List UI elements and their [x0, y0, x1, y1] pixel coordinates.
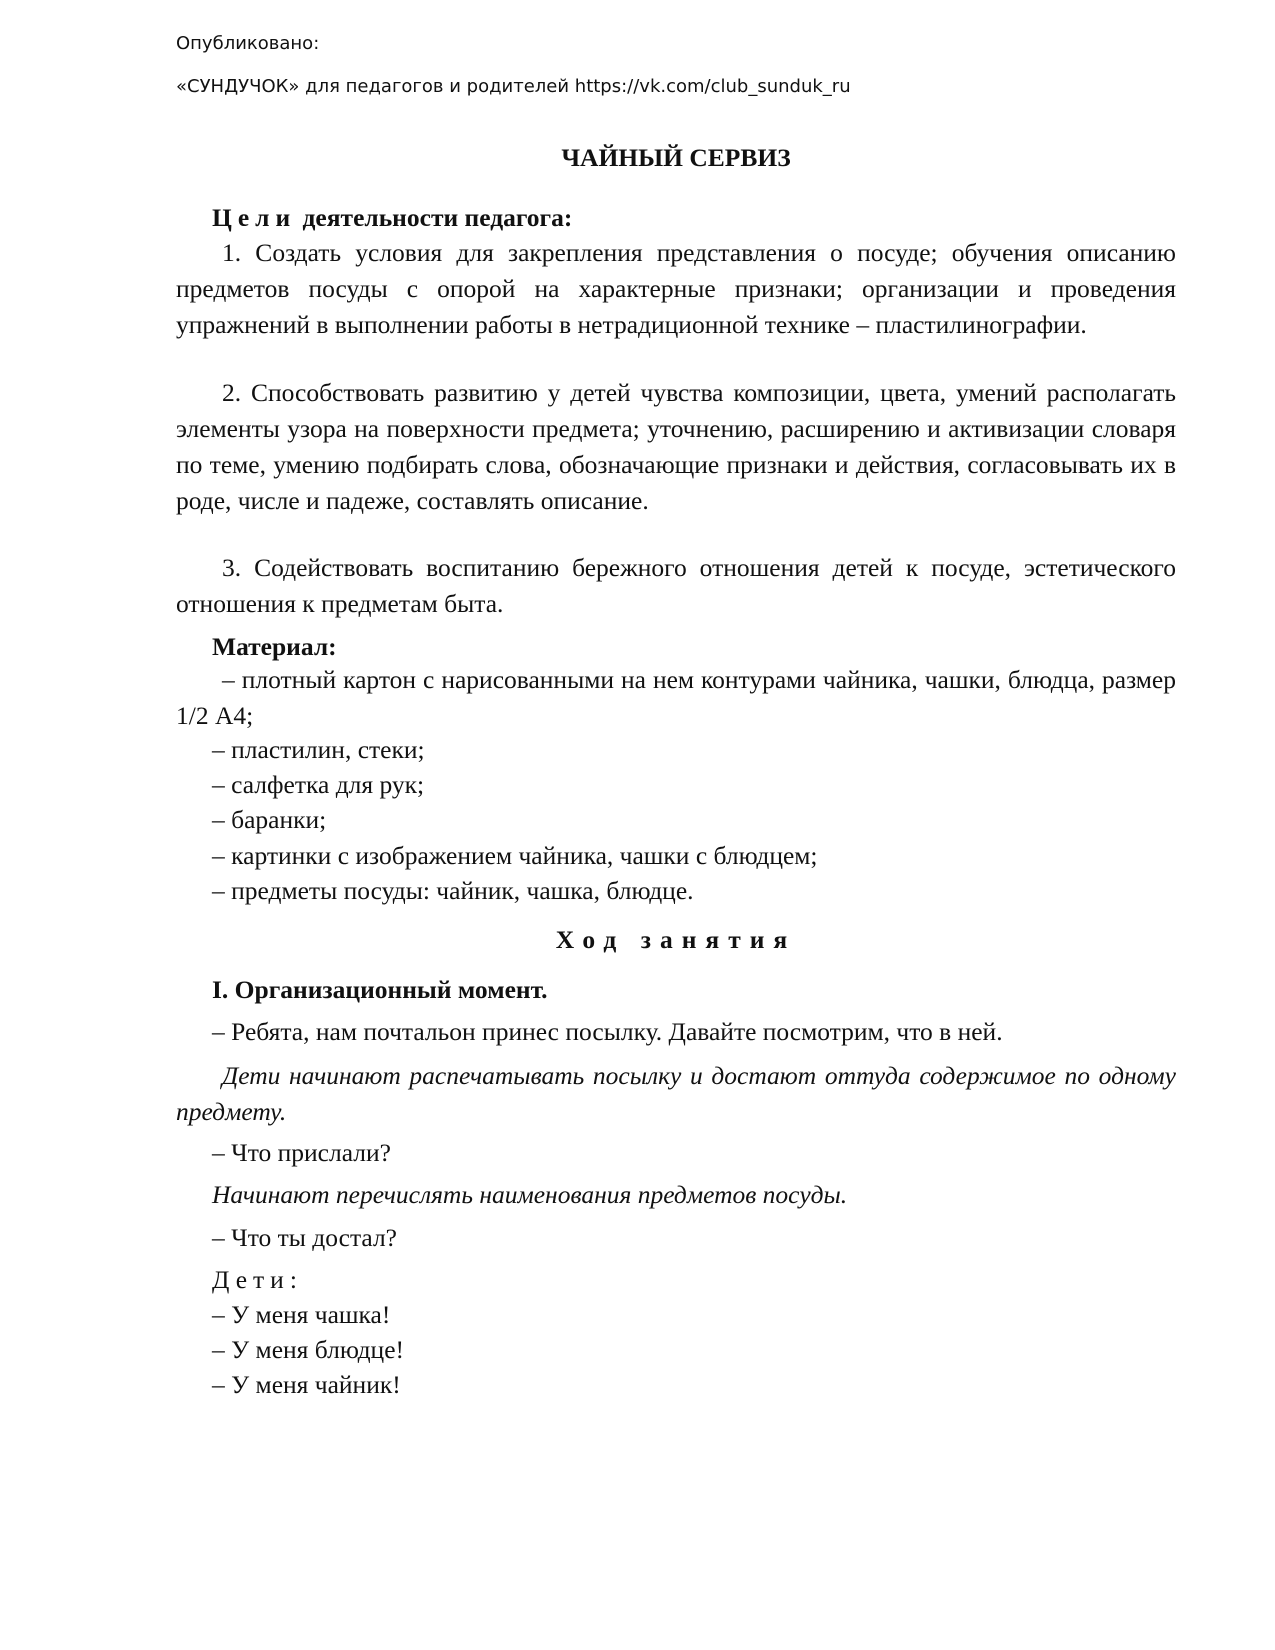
children-line-1: – У меня чашка! — [212, 1300, 391, 1329]
materials-item-3: – салфетка для рук; — [212, 770, 425, 799]
dialogue-line-2: – Что прислали? — [212, 1138, 391, 1167]
dialogue-line-1: – Ребята, нам почтальон принес посылку. Давайте посмотрим, что в ней. — [212, 1017, 1003, 1046]
materials-item-4: – баранки; — [212, 805, 327, 834]
materials-item-6: – предметы посуды: чайник, чашка, блюдце. — [212, 876, 694, 905]
dialogue-line-3: – Что ты достал? — [212, 1223, 397, 1252]
children-line-3: – У меня чайник! — [212, 1370, 401, 1399]
goals-heading-spaced: Цели — [212, 203, 297, 232]
materials-item-5: – картинки с изображением чайника, чашки с блюдцем; — [212, 841, 818, 870]
goals-heading-rest: деятельности педагога: — [302, 203, 573, 232]
section-heading: I. Организационный момент. — [212, 975, 548, 1004]
source-line: «СУНДУЧОК» для педагогов и родителей https://vk.com/club_sunduk_ru — [176, 76, 851, 97]
goal-paragraph-3: 3. Содействовать воспитанию бережного отношения детей к посуде, эстетического отношения к предметам быта. — [176, 553, 1176, 618]
materials-item-1: – плотный картон с нарисованными на нем контурами чайника, чашки, блюдца, размер 1/2 А4; — [176, 665, 1176, 730]
stage-remark-1: Дети начинают распечатывать посылку и достают оттуда содержимое по одному предмету. — [176, 1061, 1176, 1126]
children-line-2: – У меня блюдце! — [212, 1335, 405, 1364]
published-label: Опубликовано: — [176, 33, 320, 54]
lesson-heading: Ход занятия — [555, 925, 797, 954]
stage-remark-2: Начинают перечислять наименования предметов посуды. — [212, 1180, 848, 1209]
children-label: Дети: — [212, 1265, 303, 1294]
goal-paragraph-2: 2. Способствовать развитию у детей чувства композиции, цвета, умений располагать элементы узора на поверхности предмета; уточнению, расширению и активизации словаря по теме, умению подбирать слова, обозначающие признаки и действия, согласовывать их в роде, числе и падеже, составлять описание. — [176, 378, 1176, 515]
goals-heading — [212, 200, 1176, 236]
page-title: ЧАЙНЫЙ СЕРВИЗ — [561, 143, 791, 172]
materials-heading: Материал: — [212, 632, 337, 661]
goal-paragraph-1: 1. Создать условия для закрепления представления о посуде; обучения описанию предметов посуды с опорой на характерные признаки; организации и проведения упражнений в выполнении работы в нетрадиционной технике – пластилинографии. — [176, 238, 1176, 339]
materials-item-2: – пластилин, стеки; — [212, 735, 425, 764]
